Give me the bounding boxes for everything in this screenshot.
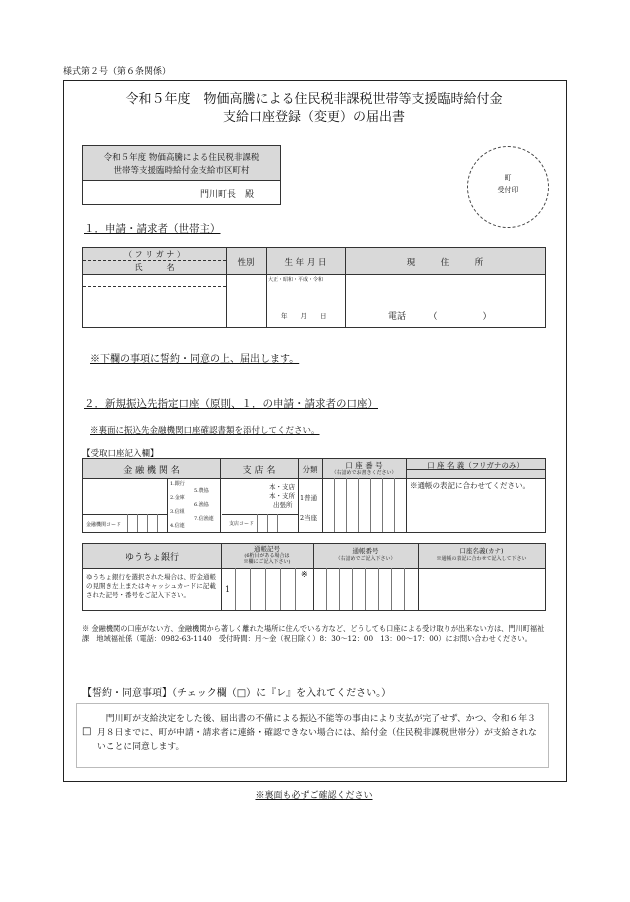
branch-type-3: 出張所: [273, 501, 293, 509]
form-title-line2: 支給口座登録（変更）の届出書: [222, 110, 405, 125]
stamp-line1: 町: [504, 174, 512, 182]
section2-heading: ２．新規振込先指定口座（原則、１．の申請・請求者の口座）: [84, 398, 378, 410]
stamp-line2: 受付印: [497, 186, 519, 194]
era-options: 大正・昭和・平成・令和: [268, 277, 324, 283]
account-type-1: 1普通: [300, 494, 318, 502]
gender-header: 性別: [237, 258, 255, 268]
back-note: ※裏面も必ずご確認ください: [255, 791, 373, 801]
bank-table-label: 【受取口座記入欄】: [82, 449, 159, 459]
addressee-recipient: 門川町長 殿: [199, 190, 254, 200]
pledge-checkbox[interactable]: □: [82, 726, 92, 737]
name-header: 氏 名: [134, 263, 175, 272]
branch-name-header: 支 店 名: [242, 466, 276, 476]
symbol-sub1: (6桁目がある場合は: [244, 553, 290, 559]
yucho-instruction: ゆうちょ銀行を選択された場合は、貯金通帳の見開き左上またはキャッシュカードに記載された記号・番号をご記入下さい。: [86, 573, 216, 599]
holder-note: ※通帳の表記に合わせてください。: [410, 481, 530, 490]
reception-stamp: [467, 146, 549, 228]
bank-type-5: 5.農協: [194, 488, 209, 494]
account-type-header: 分類: [302, 465, 318, 474]
addressee-line1: 令和５年度 物価高騰による住民税非課税: [103, 153, 260, 163]
section1-heading: １．申請・請求者（世帯主）: [84, 223, 221, 235]
branch-code-label: 支店コード: [229, 521, 255, 527]
form-title-line1: 令和５年度 物価高騰による住民税非課税世帯等支援臨時給付金: [125, 92, 503, 107]
sixth-digit-mark: ※: [301, 570, 308, 579]
bank-table: [82, 458, 546, 533]
yucho-holder-header: 口座名義(カナ): [459, 547, 504, 555]
footnote: ※ 金融機関の口座がない方、金融機関から著しく離れた場所に住んでいる方など、どうしても口座による受け取りが出来ない方は、門川町福祉課 地域福祉係（電話：0982-63-1140 受付時間：月〜金（祝日除く）8：30〜12：00 13：00〜17：00）にお問い合わせください。: [82, 624, 545, 643]
account-holder-header: 口 座 名 義（フリガナのみ）: [427, 461, 524, 470]
section2-note: ※裏面に振込先金融機関口座確認書類を添付してください。: [90, 426, 320, 436]
yucho-holder-sub: ※通帳の表記に合わせて記入して下さい: [436, 556, 527, 562]
pledge-heading: 【誓約・同意事項】（チェック欄（□）に『レ』を入れてください。）: [82, 688, 392, 699]
dob-header: 生 年 月 日: [284, 258, 327, 268]
bank-name-header: 金 融 機 関 名: [123, 466, 180, 476]
yucho-table: [82, 543, 546, 611]
pledge-box: [76, 703, 549, 768]
number-sub: （右詰めでご記入下さい）: [335, 556, 396, 562]
addressee-box: [82, 145, 281, 205]
bank-type-1: 1.銀行: [170, 481, 185, 487]
number-header: 通帳番号: [352, 547, 379, 555]
symbol-header: 通帳記号: [254, 545, 280, 553]
account-number-header: 口 座 番 号: [345, 461, 383, 470]
bank-type-3: 3.信組: [170, 509, 185, 515]
phone-field: 電話 （ ）: [388, 312, 492, 322]
bank-type-6: 6.漁協: [194, 502, 209, 508]
account-number-subheader: （右詰めでお書きください）: [331, 470, 397, 476]
pledge-text: 門川町が支給決定をした後、届出書の不備による振込不能等の事由により支払が完了せず、かつ、令和６年３月８日までに、町が申請・請求者に連絡・確認できない場合には、給付金（住民税非課税世帯分）が支給されないことに同意します。: [97, 714, 537, 752]
yucho-header: ゆうちょ銀行: [124, 553, 179, 563]
bank-type-4: 4.信連: [170, 523, 185, 529]
account-type-2: 2当座: [300, 514, 318, 522]
dob-ymd: 年 月 日: [281, 312, 327, 320]
branch-type-2: 本・支所: [269, 492, 295, 500]
symbol-first-digit: 1: [225, 585, 231, 594]
symbol-sub2: ※欄にご記入下さい): [243, 559, 291, 565]
addressee-line2: 世帯等支援臨時給付金支給市区町村: [113, 166, 250, 176]
furigana-header: （ フ リ ガ ナ ）: [124, 250, 185, 259]
branch-type-1: 本・支店: [269, 483, 295, 491]
applicant-table: [82, 247, 546, 328]
consent-note: ※下欄の事項に誓約・同意の上、届出します。: [90, 354, 300, 365]
form-number: 様式第２号（第６条関係）: [63, 67, 172, 77]
bank-type-2: 2.金庫: [170, 495, 185, 501]
address-header: 現 住 所: [406, 258, 484, 268]
bank-code-label: 金融機関コード: [86, 522, 122, 528]
bank-type-7: 7.信漁連: [194, 516, 214, 522]
